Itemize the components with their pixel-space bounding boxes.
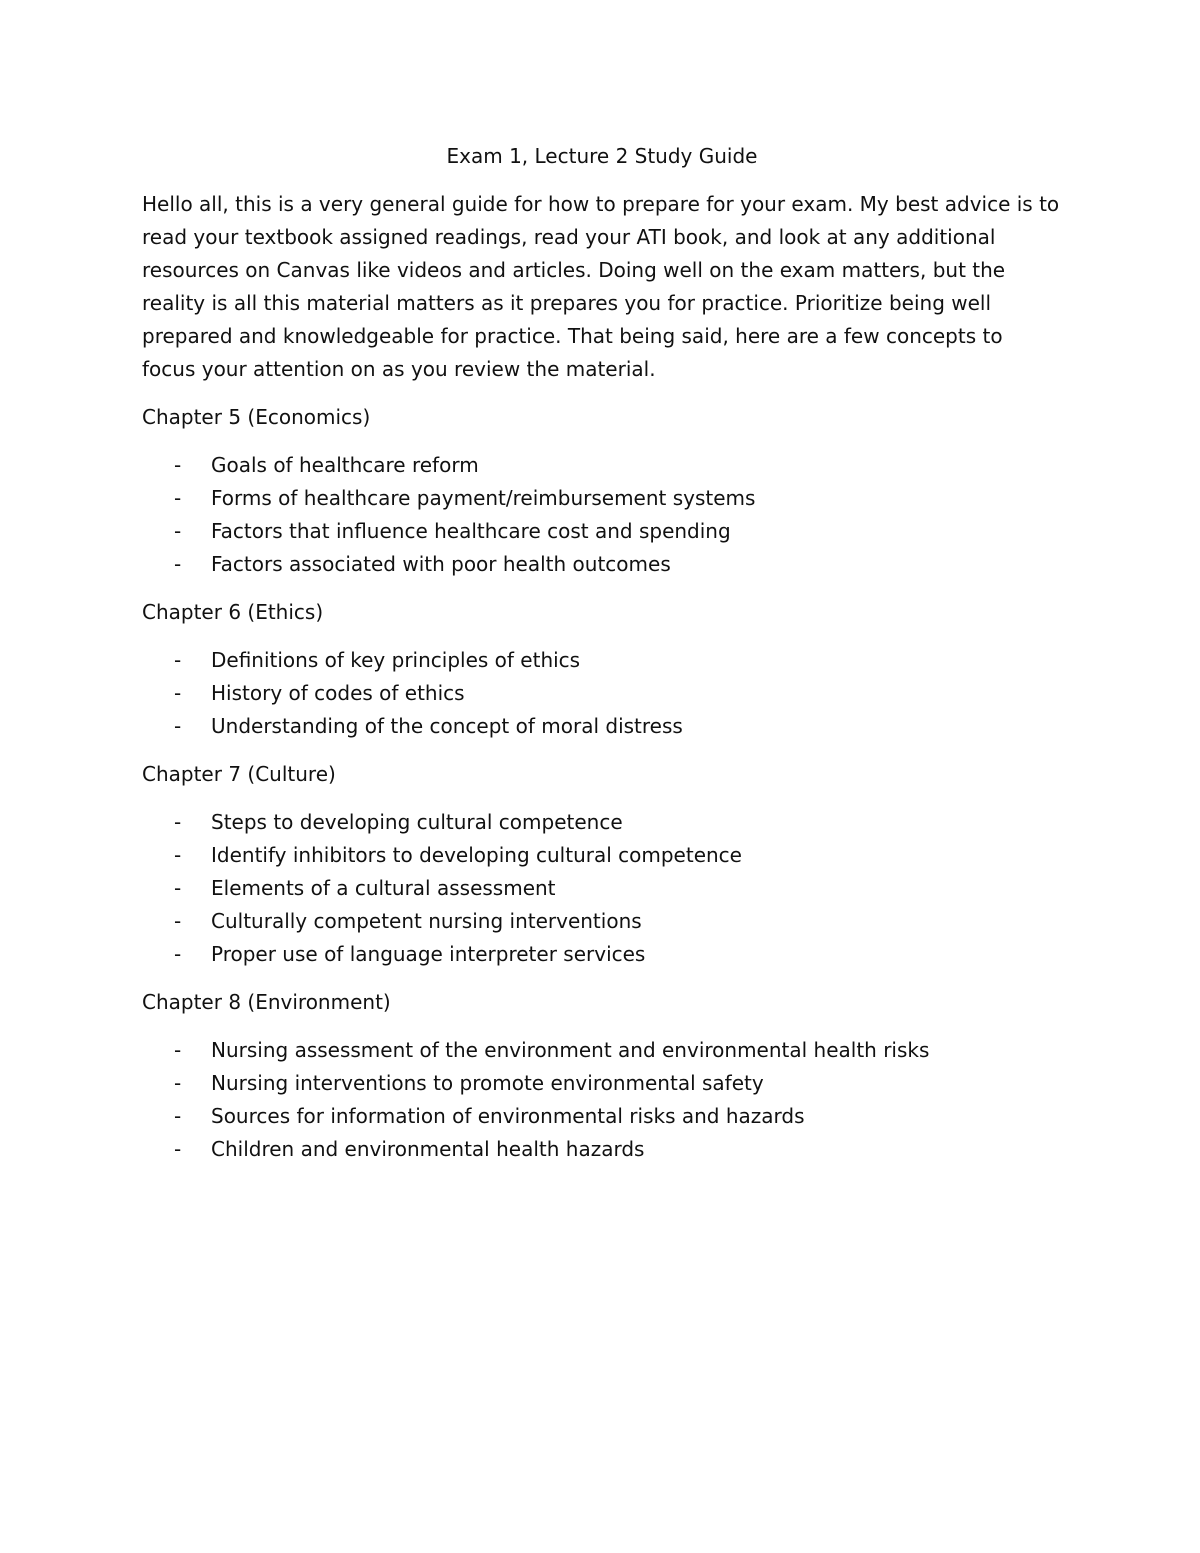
dash-marker: -	[174, 453, 182, 477]
list-item-text: Steps to developing cultural competence	[211, 810, 623, 834]
dash-marker: -	[174, 714, 182, 738]
topic-list-culture	[142, 806, 1062, 971]
list-item-text: Culturally competent nursing interventions	[211, 909, 642, 933]
section-heading-culture: Chapter 7 (Culture)	[142, 762, 336, 786]
list-item	[142, 1034, 1062, 1067]
section-heading-environment: Chapter 8 (Environment)	[142, 990, 391, 1014]
dash-marker: -	[174, 909, 182, 933]
topic-list-ethics	[142, 644, 1062, 743]
list-item-text: History of codes of ethics	[211, 681, 465, 705]
list-item	[142, 806, 1062, 839]
list-item-text: Elements of a cultural assessment	[211, 876, 556, 900]
dash-marker: -	[174, 486, 182, 510]
dash-marker: -	[174, 1071, 182, 1095]
list-item-text: Children and environmental health hazards	[211, 1137, 645, 1161]
dash-marker: -	[174, 648, 182, 672]
list-item	[142, 449, 1062, 482]
dash-marker: -	[174, 681, 182, 705]
list-item-text: Sources for information of environmental risks and hazards	[211, 1104, 805, 1128]
list-item-text: Proper use of language interpreter services	[211, 942, 646, 966]
list-item	[142, 710, 1062, 743]
list-item-text: Nursing assessment of the environment and environmental health risks	[211, 1038, 930, 1062]
list-item	[142, 1100, 1062, 1133]
dash-marker: -	[174, 552, 182, 576]
list-item	[142, 905, 1062, 938]
list-item	[142, 515, 1062, 548]
topic-list-environment	[142, 1034, 1062, 1166]
dash-marker: -	[174, 810, 182, 834]
list-item	[142, 482, 1062, 515]
dash-marker: -	[174, 1137, 182, 1161]
list-item	[142, 839, 1062, 872]
dash-marker: -	[174, 1038, 182, 1062]
list-item-text: Nursing interventions to promote environmental safety	[211, 1071, 764, 1095]
list-item-text: Understanding of the concept of moral distress	[211, 714, 683, 738]
list-item-text: Forms of healthcare payment/reimbursement systems	[211, 486, 756, 510]
dash-marker: -	[174, 519, 182, 543]
dash-marker: -	[174, 843, 182, 867]
list-item	[142, 1067, 1062, 1100]
list-item-text: Identify inhibitors to developing cultural competence	[211, 843, 742, 867]
dash-marker: -	[174, 942, 182, 966]
document-title: Exam 1, Lecture 2 Study Guide	[446, 144, 758, 168]
list-item-text: Factors associated with poor health outcomes	[211, 552, 671, 576]
list-item-text: Definitions of key principles of ethics	[211, 648, 581, 672]
topic-list-economics	[142, 449, 1062, 581]
dash-marker: -	[174, 876, 182, 900]
list-item	[142, 644, 1062, 677]
list-item	[142, 872, 1062, 905]
list-item-text: Goals of healthcare reform	[211, 453, 479, 477]
list-item	[142, 677, 1062, 710]
list-item	[142, 548, 1062, 581]
section-heading-ethics: Chapter 6 (Ethics)	[142, 600, 324, 624]
dash-marker: -	[174, 1104, 182, 1128]
list-item	[142, 1133, 1062, 1166]
section-heading-economics: Chapter 5 (Economics)	[142, 405, 371, 429]
list-item	[142, 938, 1062, 971]
list-item-text: Factors that influence healthcare cost and spending	[211, 519, 731, 543]
document-body	[142, 140, 1062, 1181]
intro-paragraph: Hello all, this is a very general guide for how to prepare for your exam. My best advice is to read your textbook assigned readings, read your ATI book, and look at any additional resources on Canvas like videos and articles. Doing well on the exam matters, but the reality is all this material matters as it prepares you for practice. Prioritize being well prepared and knowledgeable for practice. That being said, here are a few concepts to focus your attention on as you review the material.	[142, 192, 1060, 381]
